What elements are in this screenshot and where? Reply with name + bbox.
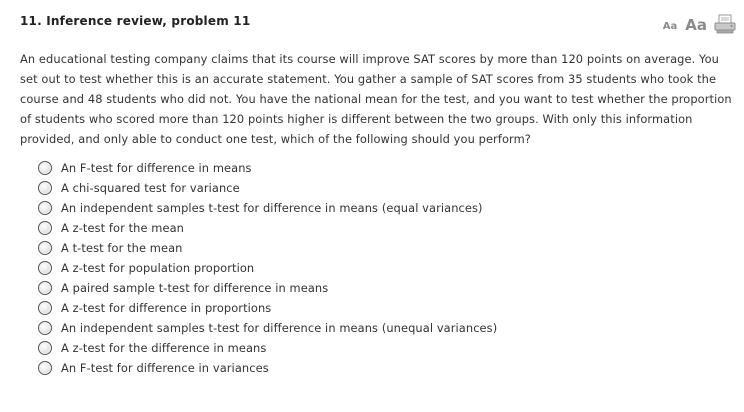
- radio-button[interactable]: [38, 361, 52, 375]
- answer-label[interactable]: A z-test for population proportion: [61, 261, 255, 275]
- radio-button[interactable]: [38, 201, 52, 215]
- radio-button[interactable]: [38, 181, 52, 195]
- answer-option[interactable]: [38, 218, 497, 238]
- answer-label[interactable]: An independent samples t-test for difference in means (equal variances): [61, 201, 483, 215]
- radio-button[interactable]: [38, 261, 52, 275]
- question-text: An educational testing company claims that its course will improve SAT scores by more than 120 points on average. You set out to test whether this is an accurate statement. You gather a sample of SAT scores from 35 students who took the course and 48 students who did not. You have the national mean for the test, and you want to test whether the proportion of students who scored more than 120 points higher is different between the two groups. With only this information provided, and only able to conduct one test, which of the following should you perform?: [20, 52, 732, 146]
- answer-label[interactable]: An independent samples t-test for difference in means (unequal variances): [61, 321, 498, 335]
- answer-label[interactable]: A chi-squared test for variance: [61, 181, 240, 195]
- radio-button[interactable]: [38, 161, 52, 175]
- decrease-font-button[interactable]: Aa: [662, 21, 678, 32]
- answer-option[interactable]: [38, 198, 497, 218]
- answer-label[interactable]: A t-test for the mean: [61, 241, 183, 255]
- radio-button[interactable]: [38, 301, 52, 315]
- answer-option[interactable]: [38, 318, 497, 338]
- answer-label[interactable]: A z-test for difference in proportions: [61, 301, 272, 315]
- radio-button[interactable]: [38, 341, 52, 355]
- print-icon[interactable]: [714, 14, 736, 34]
- answer-option[interactable]: [38, 278, 497, 298]
- answer-label[interactable]: An F-test for difference in variances: [61, 361, 269, 375]
- answer-option[interactable]: [38, 358, 497, 378]
- radio-button[interactable]: [38, 281, 52, 295]
- radio-button[interactable]: [38, 321, 52, 335]
- answer-label[interactable]: A paired sample t-test for difference in means: [61, 281, 329, 295]
- answer-label[interactable]: A z-test for the mean: [61, 221, 184, 235]
- answer-option[interactable]: [38, 238, 497, 258]
- increase-font-button[interactable]: Aa: [685, 16, 707, 34]
- answer-option[interactable]: [38, 298, 497, 318]
- answer-option[interactable]: [38, 338, 497, 358]
- answer-option[interactable]: [38, 178, 497, 198]
- answer-option[interactable]: [38, 158, 497, 178]
- radio-button[interactable]: [38, 241, 52, 255]
- radio-button[interactable]: [38, 221, 52, 235]
- answer-list: [38, 158, 497, 378]
- answer-option[interactable]: [38, 258, 497, 278]
- answer-label[interactable]: A z-test for the difference in means: [61, 341, 267, 355]
- problem-header: [20, 12, 736, 34]
- text-tools: [663, 12, 736, 34]
- problem-title: 11. Inference review, problem 11: [20, 14, 251, 28]
- answer-label[interactable]: An F-test for difference in means: [61, 161, 252, 175]
